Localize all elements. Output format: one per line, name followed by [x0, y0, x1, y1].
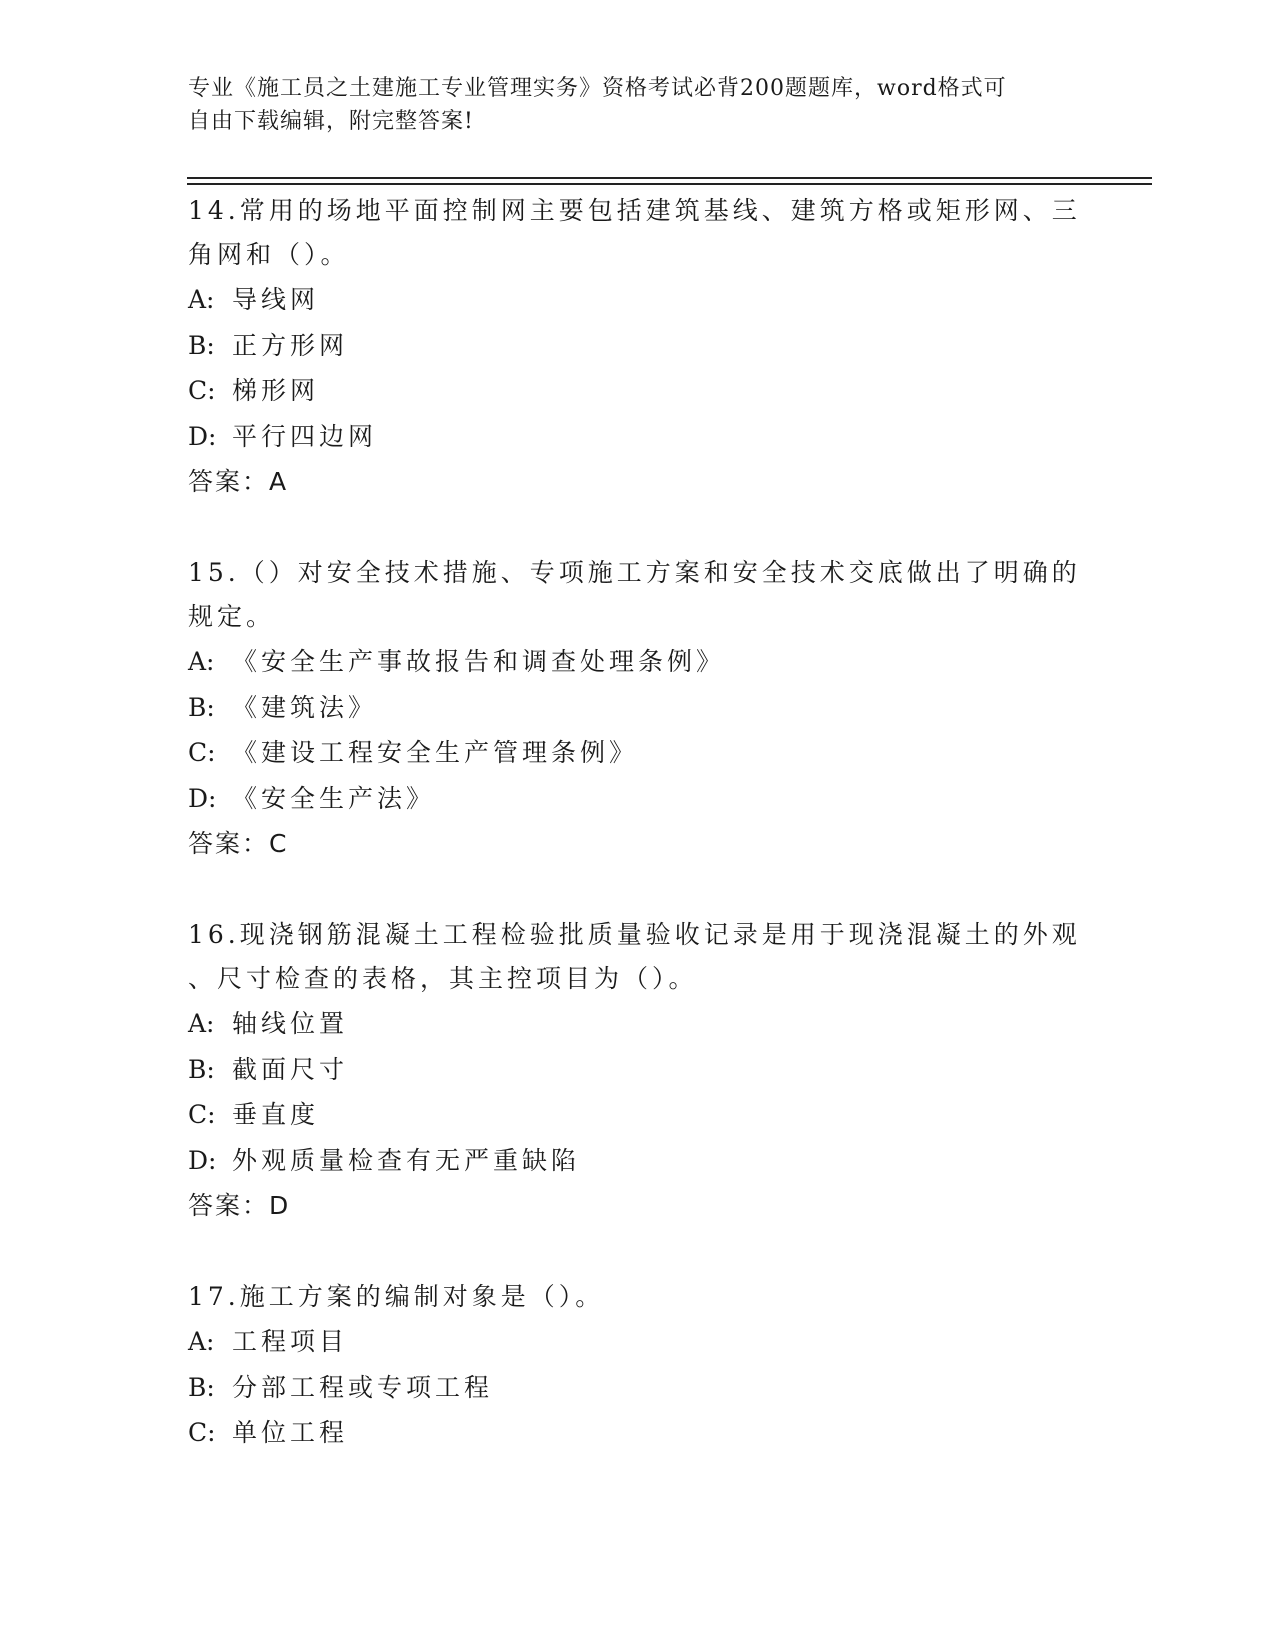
option-key: A:	[188, 1327, 215, 1356]
option-text: 外观质量检查有无严重缺陷	[232, 1145, 581, 1175]
question-list	[188, 189, 1088, 1503]
option-key: B:	[188, 1054, 215, 1084]
option-text: 平行四边网	[232, 421, 378, 451]
question-stem-line: 、尺寸检查的表格，其主控项目为（）。	[188, 964, 698, 993]
option-d	[188, 776, 1088, 822]
option-key: C:	[188, 738, 216, 767]
option-b	[188, 323, 1088, 369]
option-key: D:	[188, 1145, 217, 1175]
option-text: 截面尺寸	[232, 1054, 349, 1084]
header-line-1: 专业《施工员之土建施工专业管理实务》资格考试必背200题题库，word格式可	[188, 76, 1007, 101]
option-c	[188, 368, 1088, 414]
option-text: 轴线位置	[232, 1009, 349, 1038]
option-key: A:	[188, 1009, 215, 1038]
question-stem-line: 17.施工方案的编制对象是（）。	[188, 1282, 605, 1311]
answer-line: 答案：C	[188, 829, 289, 858]
option-a	[188, 1319, 1088, 1365]
document-header	[188, 72, 1068, 138]
option-text: 《安全生产法》	[232, 783, 436, 813]
question-17	[188, 1275, 1088, 1456]
question-16	[188, 913, 1088, 1228]
header-divider-bottom	[187, 183, 1152, 185]
header-divider-top	[187, 177, 1152, 179]
option-text: 《安全生产事故报告和调查处理条例》	[232, 647, 726, 676]
option-b	[188, 685, 1088, 731]
question-stem-line: 角网和（）。	[188, 240, 350, 269]
option-d	[188, 1138, 1088, 1184]
option-text: 导线网	[232, 285, 320, 314]
option-key: B:	[188, 692, 215, 722]
option-text: 《建筑法》	[232, 692, 378, 722]
option-text: 单位工程	[232, 1418, 349, 1447]
option-c	[188, 1092, 1088, 1138]
option-key: B:	[188, 1372, 215, 1402]
question-stem-line: 15.（）对安全技术措施、专项施工方案和安全技术交底做出了明确的	[188, 558, 1081, 587]
question-stem-line: 规定。	[188, 602, 276, 631]
option-c	[188, 730, 1088, 776]
answer-line: 答案：A	[188, 467, 289, 496]
option-text: 分部工程或专项工程	[232, 1372, 494, 1402]
option-key: D:	[188, 421, 217, 451]
option-text: 梯形网	[232, 376, 320, 405]
option-b	[188, 1365, 1088, 1411]
option-key: C:	[188, 1100, 216, 1129]
question-14	[188, 189, 1088, 504]
option-key: C:	[188, 1418, 216, 1447]
option-c	[188, 1410, 1088, 1456]
option-key: A:	[188, 285, 215, 314]
header-line-2: 自由下载编辑，附完整答案!	[188, 109, 474, 134]
option-text: 垂直度	[232, 1100, 320, 1129]
option-a	[188, 277, 1088, 323]
option-key: B:	[188, 330, 215, 360]
option-b	[188, 1047, 1088, 1093]
option-text: 正方形网	[232, 330, 349, 360]
question-15	[188, 551, 1088, 866]
answer-line: 答案：D	[188, 1191, 291, 1220]
option-key: D:	[188, 783, 217, 813]
option-a	[188, 1001, 1088, 1047]
question-stem-line: 14.常用的场地平面控制网主要包括建筑基线、建筑方格或矩形网、三	[188, 196, 1081, 225]
option-text: 工程项目	[232, 1327, 349, 1356]
option-d	[188, 414, 1088, 460]
question-stem-line: 16.现浇钢筋混凝土工程检验批质量验收记录是用于现浇混凝土的外观	[188, 920, 1081, 949]
option-a	[188, 639, 1088, 685]
option-key: C:	[188, 376, 216, 405]
option-key: A:	[188, 647, 215, 676]
option-text: 《建设工程安全生产管理条例》	[232, 738, 639, 767]
